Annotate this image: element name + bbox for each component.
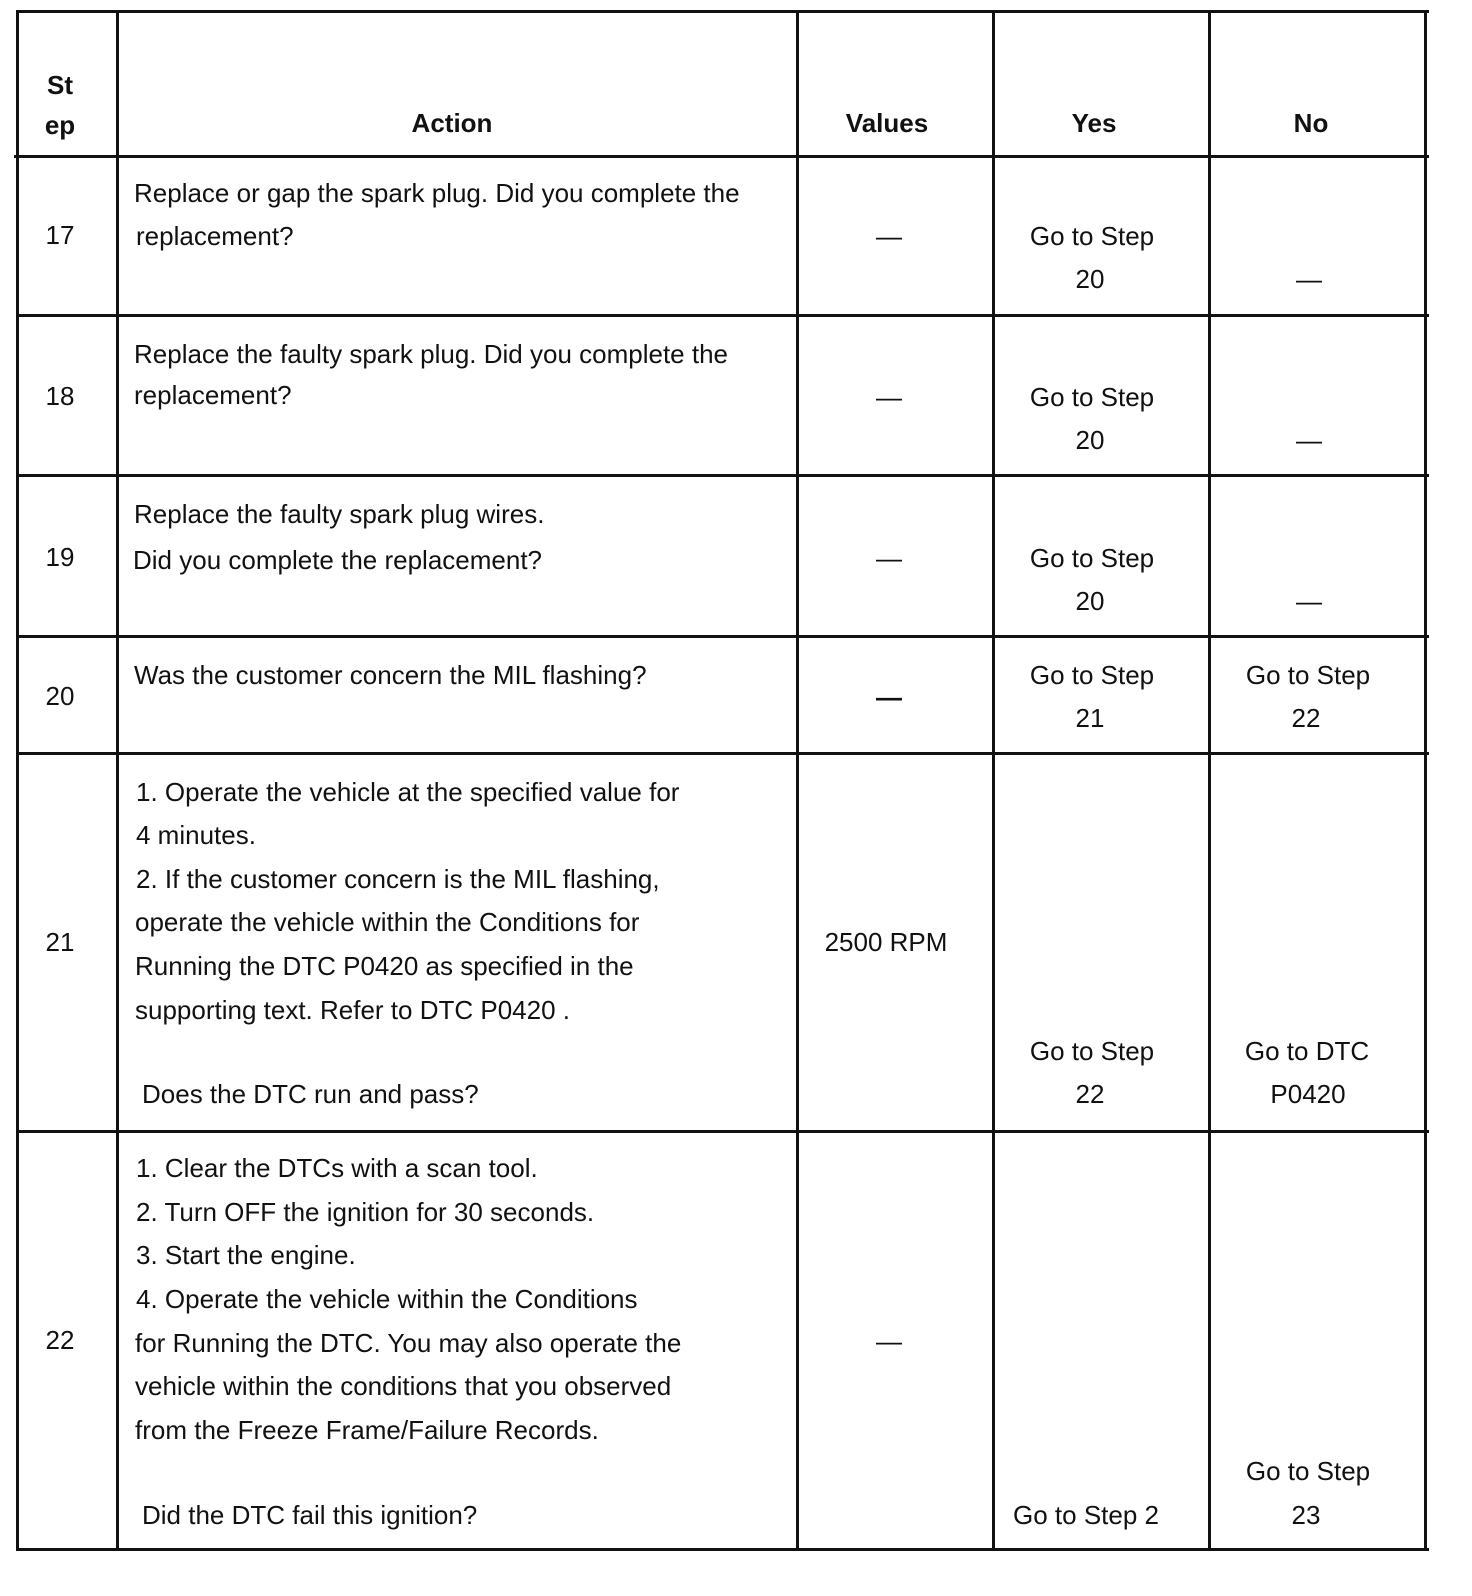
table-border-left bbox=[16, 10, 19, 1551]
action-text: operate the vehicle within the Conditions for bbox=[135, 907, 640, 937]
column-divider bbox=[1208, 10, 1211, 1551]
no-text: — bbox=[1296, 264, 1322, 294]
action-text: Running the DTC P0420 as specified in the bbox=[135, 951, 634, 981]
table-border-bottom bbox=[16, 1548, 1429, 1551]
header-values: Values bbox=[845, 108, 929, 138]
step-number: 21 bbox=[45, 927, 75, 957]
no-text: — bbox=[1296, 425, 1322, 455]
action-text: 2. If the customer concern is the MIL flashing, bbox=[136, 864, 660, 894]
step-number: 20 bbox=[45, 681, 75, 711]
no-text: Go to Step bbox=[1245, 1456, 1371, 1486]
yes-text: Go to Step bbox=[1029, 221, 1155, 251]
step-number: 18 bbox=[45, 381, 75, 411]
action-text: Replace the faulty spark plug wires. bbox=[134, 499, 545, 529]
no-text: 22 bbox=[1291, 703, 1321, 733]
table-border-top bbox=[16, 10, 1429, 13]
action-text: 4. Operate the vehicle within the Conditions bbox=[136, 1284, 638, 1314]
yes-text: 20 bbox=[1075, 425, 1105, 455]
step-number: 19 bbox=[45, 542, 75, 572]
no-text: Go to DTC bbox=[1244, 1036, 1370, 1066]
value-text: — bbox=[876, 382, 902, 412]
row-divider bbox=[16, 752, 1429, 755]
step-number: 22 bbox=[45, 1325, 75, 1355]
row-divider bbox=[16, 314, 1429, 317]
row-divider bbox=[16, 1130, 1429, 1133]
action-text: 4 minutes. bbox=[136, 820, 256, 850]
value-text: — bbox=[876, 682, 902, 712]
value-text: — bbox=[876, 543, 902, 573]
yes-text: 20 bbox=[1075, 586, 1105, 616]
no-text: Go to Step bbox=[1245, 660, 1371, 690]
action-text: for Running the DTC. You may also operate the bbox=[135, 1328, 682, 1358]
value-text: 2500 RPM bbox=[824, 927, 948, 957]
no-text: 23 bbox=[1291, 1500, 1321, 1530]
header-step-line1: St bbox=[47, 70, 73, 100]
yes-text: Go to Step bbox=[1029, 382, 1155, 412]
row-divider bbox=[16, 635, 1429, 638]
action-text: 1. Clear the DTCs with a scan tool. bbox=[136, 1153, 538, 1183]
action-text: Replace or gap the spark plug. Did you complete the bbox=[134, 178, 740, 208]
action-text: supporting text. Refer to DTC P0420 . bbox=[135, 995, 570, 1025]
header-no: No bbox=[1293, 108, 1329, 138]
action-text: 3. Start the engine. bbox=[136, 1240, 356, 1270]
header-yes: Yes bbox=[1071, 108, 1117, 138]
yes-text: Go to Step bbox=[1029, 1036, 1155, 1066]
action-text: 1. Operate the vehicle at the specified value for bbox=[136, 777, 680, 807]
action-text: vehicle within the conditions that you observed bbox=[135, 1371, 672, 1401]
yes-text: Go to Step 2 bbox=[1013, 1500, 1159, 1530]
value-text: — bbox=[876, 1326, 902, 1356]
action-text: replacement? bbox=[134, 380, 292, 410]
yes-text: 22 bbox=[1075, 1079, 1105, 1109]
yes-text: 20 bbox=[1075, 264, 1105, 294]
yes-text: Go to Step bbox=[1029, 543, 1155, 573]
value-text: — bbox=[876, 221, 902, 251]
action-text: Was the customer concern the MIL flashing? bbox=[134, 660, 647, 690]
column-divider bbox=[796, 10, 799, 1551]
header-divider bbox=[14, 155, 1429, 158]
action-text: Does the DTC run and pass? bbox=[142, 1079, 479, 1109]
action-text: Replace the faulty spark plug. Did you complete the bbox=[134, 339, 729, 369]
column-divider bbox=[992, 10, 995, 1551]
action-text: 2. Turn OFF the ignition for 30 seconds. bbox=[136, 1197, 595, 1227]
yes-text: 21 bbox=[1075, 703, 1105, 733]
no-text: P0420 bbox=[1270, 1079, 1346, 1109]
step-number: 17 bbox=[45, 220, 75, 250]
header-action: Action bbox=[411, 108, 493, 138]
row-divider bbox=[16, 474, 1429, 477]
action-text: replacement? bbox=[136, 221, 294, 251]
action-text: Did the DTC fail this ignition? bbox=[142, 1500, 478, 1530]
no-text: — bbox=[1296, 586, 1322, 616]
action-text: Did you complete the replacement? bbox=[133, 545, 543, 575]
header-step-line2: ep bbox=[44, 110, 76, 140]
yes-text: Go to Step bbox=[1029, 660, 1155, 690]
action-text: from the Freeze Frame/Failure Records. bbox=[135, 1415, 599, 1445]
table-border-right bbox=[1424, 10, 1427, 1551]
column-divider bbox=[116, 10, 119, 1551]
